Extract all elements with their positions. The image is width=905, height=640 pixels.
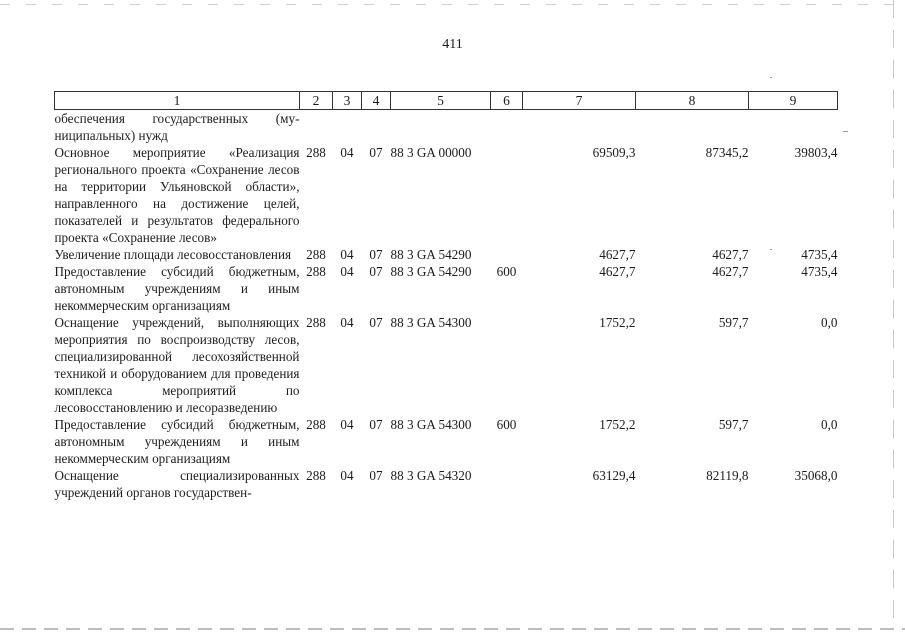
cell-value-8: 597,7: [718, 315, 749, 330]
cell-value-9: 0,0: [821, 315, 838, 330]
cell-code-6: [491, 144, 523, 246]
cell-code-3: 04: [340, 247, 354, 262]
cell-code-3: 04: [340, 264, 354, 279]
cell-value-9: 39803,4: [794, 145, 838, 160]
cell-code-4: 07: [369, 264, 383, 279]
cell-code-2: 288: [306, 417, 326, 432]
budget-table: [54, 91, 838, 501]
scan-speck: [770, 249, 772, 250]
cell-value-9: 35068,0: [794, 468, 838, 483]
cell-code-5: 88 3 GA 54300: [390, 315, 472, 330]
scan-bottom-edge: [0, 628, 905, 630]
column-header-1: 1: [55, 92, 300, 110]
table-row: [55, 467, 838, 501]
cell-code-2: 288: [306, 468, 326, 483]
table-row: [55, 144, 838, 246]
cell-code-5: 88 3 GA 54290: [390, 264, 472, 279]
table-row: [55, 246, 838, 263]
cell-value-7: 1752,2: [599, 315, 636, 330]
cell-code-5: [391, 110, 491, 145]
cell-value-9: 0,0: [821, 417, 838, 432]
column-header-3: 3: [333, 92, 362, 110]
cell-value-7: 4627,7: [599, 264, 636, 279]
table-row: [55, 110, 838, 145]
scan-speck: [843, 131, 848, 132]
cell-code-6: [491, 246, 523, 263]
column-header-9: 9: [749, 92, 838, 110]
cell-value-8: 87345,2: [705, 145, 749, 160]
column-header-4: 4: [362, 92, 391, 110]
cell-code-4: 07: [369, 145, 383, 160]
cell-code-6: [491, 314, 523, 416]
column-header-2: 2: [300, 92, 333, 110]
cell-code-2: 288: [306, 264, 326, 279]
scan-right-edge: [893, 0, 894, 630]
cell-code-3: 04: [340, 468, 354, 483]
cell-value-7: 4627,7: [599, 247, 636, 262]
cell-code-2: 288: [306, 315, 326, 330]
cell-code-5: 88 3 GA 54290: [390, 247, 472, 262]
cell-code-6: 600: [496, 417, 517, 432]
table-row: [55, 263, 838, 314]
row-description: Оснащение специализированных учреждений органов государствен-: [54, 468, 300, 500]
table-row: [55, 416, 838, 467]
cell-code-3: 04: [340, 315, 354, 330]
cell-code-4: 07: [369, 315, 383, 330]
cell-code-2: [300, 110, 333, 145]
cell-code-5: 88 3 GA 54320: [390, 468, 472, 483]
cell-code-4: [362, 110, 391, 145]
column-header-6: 6: [491, 92, 523, 110]
cell-value-8: 4627,7: [712, 247, 749, 262]
cell-value-8: 597,7: [718, 417, 749, 432]
cell-code-2: 288: [306, 247, 326, 262]
cell-value-7: [523, 110, 636, 145]
header-row: [55, 92, 838, 110]
cell-code-6: 600: [496, 264, 517, 279]
cell-code-5: 88 3 GA 00000: [390, 145, 472, 160]
row-description: Увеличение площади лесовосстановления: [54, 247, 292, 262]
cell-value-7: 69509,3: [592, 145, 636, 160]
cell-value-7: 1752,2: [599, 417, 636, 432]
row-description: обеспечения государственных (му-ниципальных) нужд: [54, 111, 300, 143]
column-header-7: 7: [523, 92, 636, 110]
cell-value-8: 4627,7: [712, 264, 749, 279]
cell-code-3: 04: [340, 417, 354, 432]
cell-code-3: [333, 110, 362, 145]
table-row: [55, 314, 838, 416]
cell-code-5: 88 3 GA 54300: [390, 417, 472, 432]
scan-top-edge: [0, 4, 905, 5]
cell-code-2: 288: [306, 145, 326, 160]
cell-value-8: 82119,8: [706, 468, 749, 483]
cell-code-4: 07: [369, 468, 383, 483]
cell-value-8: [636, 110, 749, 145]
cell-code-4: 07: [369, 417, 383, 432]
cell-value-9: [749, 110, 838, 145]
scan-speck: [770, 77, 772, 78]
row-description: Основное мероприятие «Реализация регионального проекта «Сохранение лесов на территории Ульяновской области», направленного на достижение целей, показателей и результатов федерального проекта «Сохранение лесов»: [54, 145, 300, 245]
cell-value-9: 4735,4: [801, 247, 838, 262]
column-header-8: 8: [636, 92, 749, 110]
row-description: Предоставление субсидий бюджетным, автономным учреждениям и иным некоммерческим организациям: [54, 264, 300, 313]
cell-value-9: 4735,4: [801, 264, 838, 279]
row-description: Предоставление субсидий бюджетным, автономным учреждениям и иным некоммерческим организациям: [54, 417, 300, 466]
cell-code-6: [491, 467, 523, 501]
cell-code-6: [491, 110, 523, 145]
page-number: 411: [442, 37, 463, 52]
row-description: Оснащение учреждений, выполняющих мероприятия по воспроизводству лесов, специализированной лесохозяйственной техникой и оборудованием для проведения комплекса мероприятий по лесовосстановлению и лесоразведению: [54, 315, 300, 415]
cell-value-7: 63129,4: [592, 468, 636, 483]
cell-code-4: 07: [369, 247, 383, 262]
column-header-5: 5: [391, 92, 491, 110]
cell-code-3: 04: [340, 145, 354, 160]
